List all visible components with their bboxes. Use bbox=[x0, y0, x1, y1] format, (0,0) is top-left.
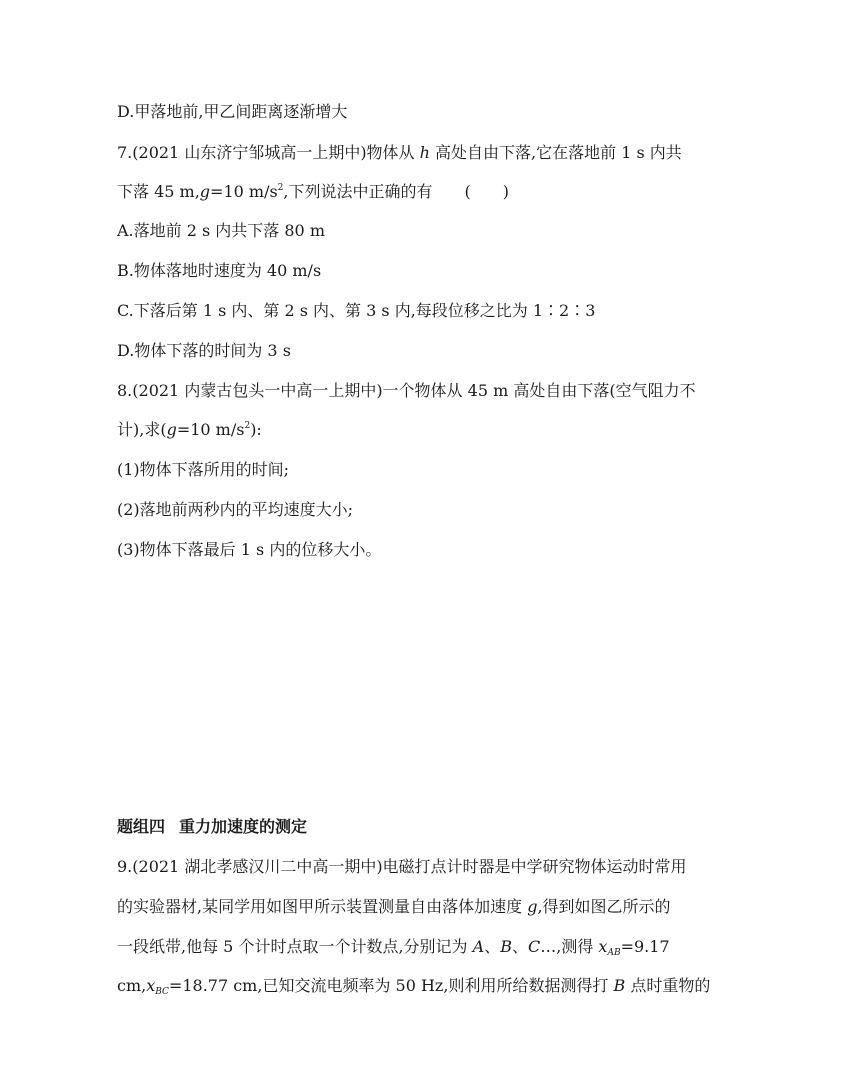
q8-subquestion-3: (3)物体下落最后 1 s 内的位移大小。 bbox=[117, 540, 382, 559]
q7-option-b: B.物体落地时速度为 40 m/s bbox=[117, 261, 322, 280]
section-heading-subtitle: 重力加速度的测定 bbox=[179, 817, 308, 836]
q8-subquestion-2: (2)落地前两秒内的平均速度大小; bbox=[117, 500, 354, 519]
q8-stem-line-1: 8.(2021 内蒙古包头一中高一上期中)一个物体从 45 m 高处自由下落(空气阻力不 bbox=[117, 381, 696, 400]
q7-option-a: A.落地前 2 s 内共下落 80 m bbox=[117, 221, 325, 240]
section-heading-title: 题组四 bbox=[117, 817, 166, 836]
q7-stem-line-1: 7.(2021 山东济宁邹城高一上期中)物体从 h 高处自由下落,它在落地前 1 s 内共 bbox=[117, 143, 682, 162]
q7-stem-line-2: 下落 45 m,g=10 $m/s^2$,下列说法中正确的有 ( ) bbox=[117, 182, 509, 201]
q7-option-c: C.下落后第 1 s 内、第 2 s 内、第 3 s 内,每段位移之比为 1∶2∶3 bbox=[117, 301, 596, 320]
q9-stem-line-4: $cm,x_{BC}=18.77$ cm,已知交流电频率为 50 Hz,则利用所给数据测得打 B 点时重物的 bbox=[117, 976, 711, 997]
q6-option-d: D.甲落地前,甲乙间距离逐渐增大 bbox=[117, 102, 348, 121]
q9-stem-line-2: 的实验器材,某同学用如图甲所示装置测量自由落体加速度 g,得到如图乙所示的 bbox=[117, 897, 671, 916]
q8-stem-line-2: 计),求(g=10 $m/s^2$): bbox=[117, 420, 262, 439]
q9-stem-line-1: 9.(2021 湖北孝感汉川二中高一期中)电磁打点计时器是中学研究物体运动时常用 bbox=[117, 857, 687, 876]
q9-stem-line-3: 一段纸带,他每 5 个计时点取一个计数点,分别记为 A、B、C…,测得 $x_{AB}=9.17$ bbox=[117, 937, 670, 958]
q8-subquestion-1: (1)物体下落所用的时间; bbox=[117, 460, 290, 479]
q7-option-d: D.物体下落的时间为 3 s bbox=[117, 341, 291, 360]
section-heading bbox=[117, 817, 307, 837]
